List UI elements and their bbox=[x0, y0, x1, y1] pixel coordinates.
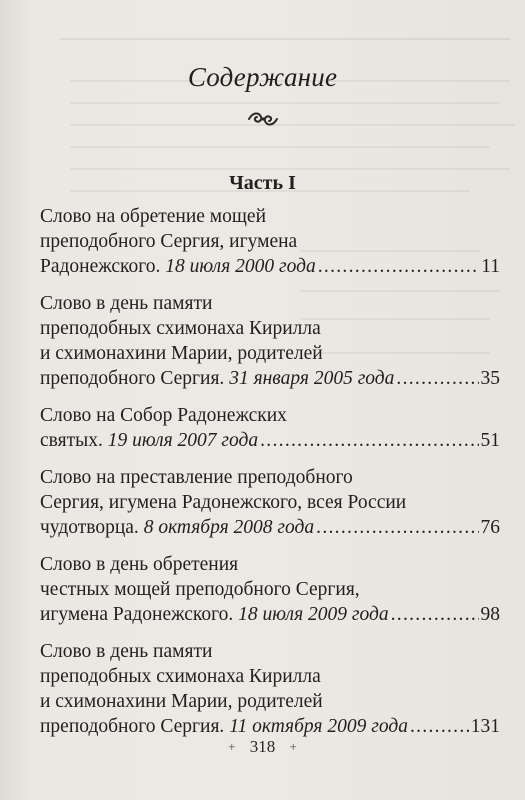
toc-entry bbox=[40, 465, 500, 540]
toc-entry bbox=[40, 403, 500, 453]
dot-leader bbox=[396, 366, 478, 391]
toc-entry-date: 18 июля 2009 года bbox=[238, 604, 389, 625]
toc-entry-date: 31 января 2005 года bbox=[229, 368, 395, 389]
footer-left-mark: + bbox=[228, 739, 236, 755]
toc-entry-line: честных мощей преподобного Сергия, bbox=[40, 579, 360, 600]
toc-entry-last-line bbox=[40, 254, 500, 279]
toc-entry-text: преподобного Сергия. bbox=[40, 716, 230, 737]
page-number: 318 bbox=[249, 737, 276, 757]
toc-entry-page-number: 76 bbox=[480, 517, 500, 538]
toc-entry-last-line bbox=[40, 428, 500, 453]
toc-entry-line: и схимонахини Марии, родителей bbox=[40, 343, 323, 364]
page-title: Содержание bbox=[187, 62, 338, 92]
toc-entry-date: 11 октября 2009 года bbox=[229, 716, 408, 737]
toc-entry-date: 18 июля 2000 года bbox=[165, 256, 316, 277]
toc-entry-text: игумена Радонежского. bbox=[40, 604, 239, 625]
toc-entry-page-number: 35 bbox=[480, 368, 500, 389]
toc-entry-text: чудотворца. bbox=[40, 517, 144, 538]
toc-entry-date: 8 октября 2008 года bbox=[143, 517, 315, 538]
toc-entry-page-number: 11 bbox=[481, 256, 500, 277]
toc-entry-last-line bbox=[40, 515, 500, 540]
footer-right-mark: + bbox=[289, 739, 297, 755]
fleuron-icon bbox=[246, 110, 280, 128]
toc-entry-line: Слово в день обретения bbox=[40, 554, 239, 575]
toc-entry-line: Слово на Собор Радонежских bbox=[40, 405, 287, 426]
toc-entry-last-line bbox=[40, 602, 500, 627]
toc-entry-line: Слово на обретение мощей bbox=[40, 206, 267, 227]
toc-entry-page-number: 131 bbox=[470, 716, 500, 737]
dot-leader bbox=[391, 602, 479, 627]
toc-entry-line: Слово на преставление преподобного bbox=[40, 467, 353, 488]
toc-entry bbox=[40, 552, 500, 627]
toc-entry-date: 19 июля 2007 года bbox=[107, 430, 259, 451]
toc-entry-page-number: 51 bbox=[480, 430, 500, 451]
toc-entry bbox=[40, 291, 500, 391]
toc-entry-line: Слово в день памяти bbox=[40, 641, 213, 662]
toc-entry-text: преподобного Сергия. bbox=[40, 368, 230, 389]
dot-leader bbox=[260, 428, 478, 453]
page-footer bbox=[0, 736, 525, 757]
toc-entry-line: преподобного Сергия, игумена bbox=[40, 231, 298, 252]
toc-entry-line: преподобных схимонаха Кирилла bbox=[40, 666, 321, 687]
toc-entry-last-line bbox=[40, 366, 500, 391]
toc-entry-line: и схимонахини Марии, родителей bbox=[40, 691, 323, 712]
toc-entry-line: Сергия, игумена Радонежского, всея России bbox=[40, 492, 407, 513]
dot-leader bbox=[318, 254, 480, 279]
dot-leader bbox=[316, 515, 478, 540]
toc-entry-line: Слово в день памяти bbox=[40, 293, 213, 314]
table-of-contents bbox=[40, 204, 500, 739]
toc-entry-page-number: 98 bbox=[480, 604, 500, 625]
part-heading: Часть I bbox=[229, 172, 296, 194]
toc-entry bbox=[40, 204, 500, 279]
toc-entry-line: преподобных схимонаха Кирилла bbox=[40, 318, 321, 339]
toc-entry-text: Радонежского. bbox=[40, 256, 166, 277]
toc-entry-text: святых. bbox=[40, 430, 108, 451]
toc-entry bbox=[40, 639, 500, 739]
